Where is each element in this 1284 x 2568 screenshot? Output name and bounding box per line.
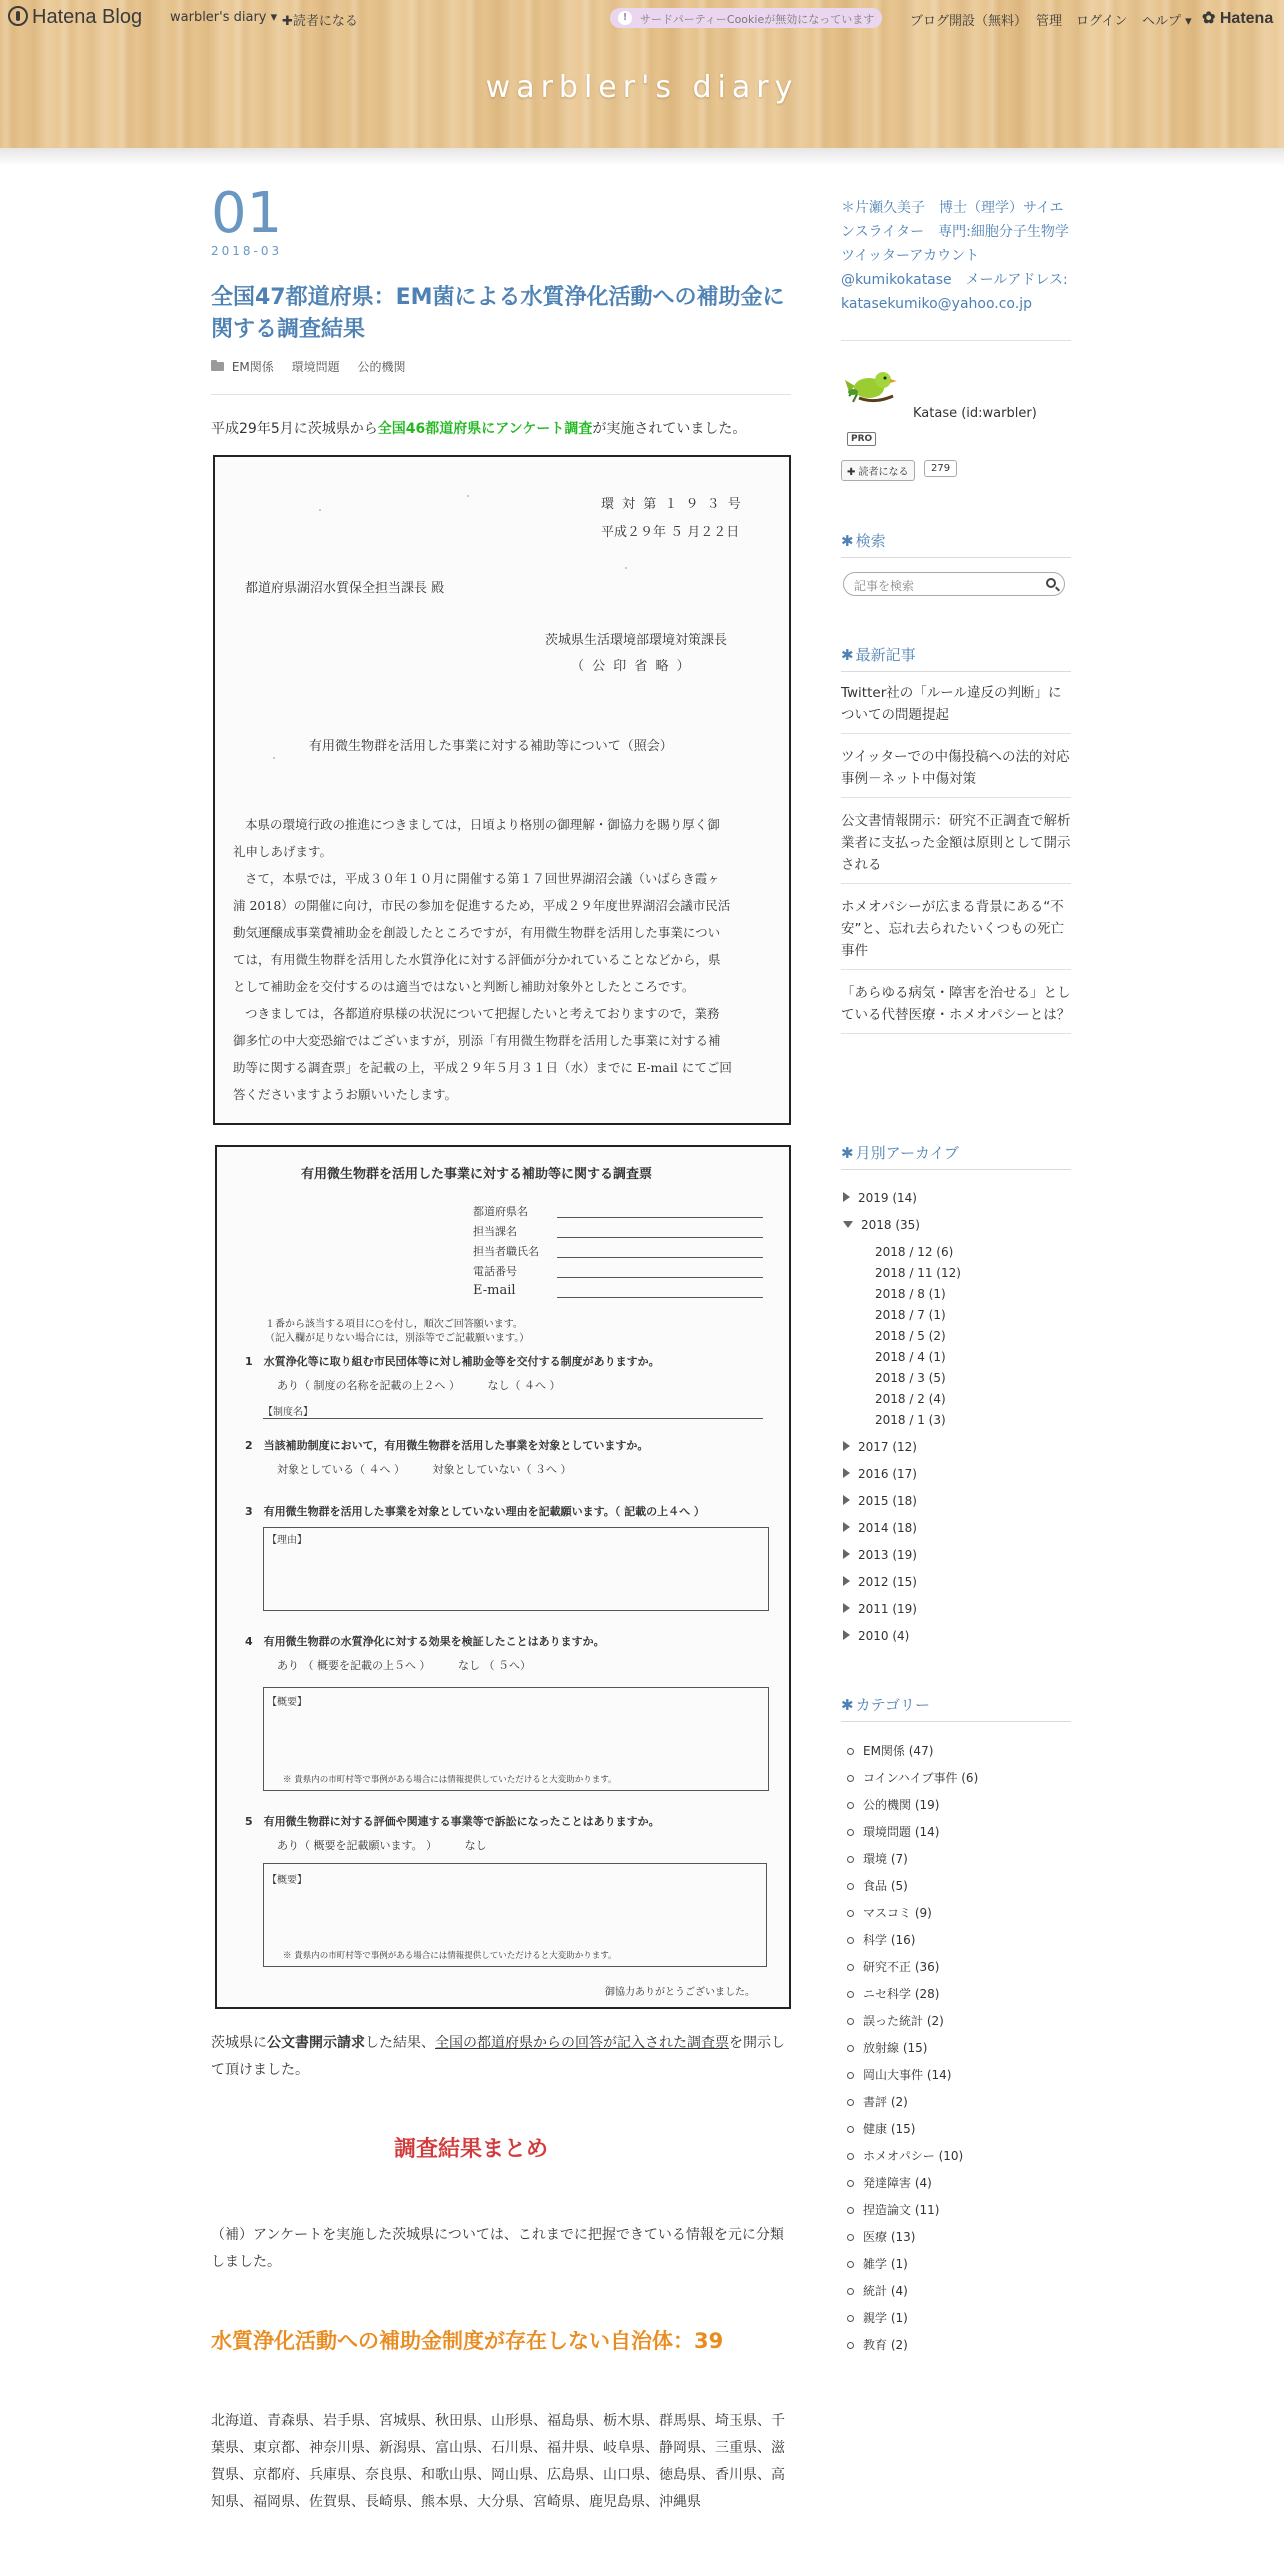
letter-seal: （ 公 印 省 略 ） bbox=[571, 659, 692, 674]
category-item[interactable]: 研究不正 (36) bbox=[841, 1956, 1071, 1983]
inquiry-letter-image[interactable] bbox=[213, 455, 791, 1125]
category-item[interactable]: コインハイブ事件 (6) bbox=[841, 1767, 1071, 1794]
category-item[interactable]: EM関係 (47) bbox=[841, 1740, 1071, 1767]
blog-menu-dropdown[interactable]: warbler's diary ▾ bbox=[170, 10, 278, 25]
archive-month[interactable]: 2018 / 5 (2) bbox=[875, 1329, 946, 1343]
summary-heading: 調査結果まとめ bbox=[393, 2137, 548, 2162]
asterisk-icon: ✱ bbox=[841, 1144, 854, 1162]
recent-entries bbox=[841, 682, 1071, 1046]
letter-body-line: 礼申しあげます。 bbox=[233, 844, 333, 859]
field-label: 担当課名 bbox=[473, 1225, 517, 1238]
questionnaire-image[interactable] bbox=[215, 1145, 791, 2009]
category-item[interactable]: 雑学 (1) bbox=[841, 2253, 1071, 2280]
question-5: 5 有用微生物群に対する評価や関連する事業等で訴訟になったことはありますか。 bbox=[245, 1815, 660, 1828]
letter-body-line: として補助金を交付するのは適当ではないと判断し補助対象外としたところです。 bbox=[233, 979, 695, 994]
login-link[interactable]: ログイン bbox=[1076, 14, 1128, 29]
archive-month[interactable]: 2018 / 12 (6) bbox=[875, 1245, 954, 1259]
disclosure-request-term: 公文書開示請求 bbox=[267, 2035, 365, 2051]
search-input[interactable] bbox=[843, 572, 1065, 596]
triangle-down-icon[interactable] bbox=[843, 1221, 853, 1228]
entry-date-day[interactable]: 01 bbox=[211, 181, 283, 246]
letter-body-line: 答くださいますようお願いいたします。 bbox=[233, 1087, 458, 1102]
archive-year[interactable]: 2018 (35) bbox=[841, 1215, 1071, 1242]
archive-year[interactable]: 2017 (12) bbox=[841, 1437, 1071, 1464]
question-5-note: ※ 貴県内の市町村等で事例がある場合には情報提供していただけると大変助かります。 bbox=[283, 1951, 617, 1961]
question-4-box-label: 【概要】 bbox=[267, 1697, 307, 1708]
archive-month[interactable]: 2018 / 8 (1) bbox=[875, 1287, 946, 1301]
info-icon: ! bbox=[618, 11, 632, 25]
folder-icon bbox=[211, 362, 224, 371]
subscribe-link[interactable]: ✚読者になる bbox=[282, 14, 358, 29]
category-item[interactable]: 環境問題 (14) bbox=[841, 1821, 1071, 1848]
recent-heading: ✱ 最新記事 bbox=[841, 644, 1071, 672]
blog-title[interactable]: warbler's diary bbox=[485, 70, 799, 105]
pro-badge: PRO bbox=[847, 432, 876, 446]
hatena-global-bar bbox=[0, 0, 1284, 36]
search-icon[interactable] bbox=[1046, 578, 1056, 588]
category-item[interactable]: 放射線 (15) bbox=[841, 2037, 1071, 2064]
entry-title[interactable]: 全国47都道府県：EM菌による水質浄化活動への補助金に関する調査結果 bbox=[211, 285, 785, 342]
category-item[interactable]: ニセ科学 (28) bbox=[841, 1983, 1071, 2010]
question-1: 1 水質浄化等に取り組む市民団体等に対し補助金等を交付する制度がありますか。 bbox=[245, 1355, 660, 1368]
triangle-right-icon[interactable] bbox=[843, 1576, 850, 1586]
question-1-options: あり（ 制度の名称を記載の上２へ ） なし（ ４へ ） bbox=[277, 1379, 561, 1392]
triangle-right-icon[interactable] bbox=[843, 1495, 850, 1505]
divider bbox=[211, 394, 791, 395]
monthly-archive bbox=[841, 1188, 1071, 1653]
archive-year[interactable]: 2013 (19) bbox=[841, 1545, 1071, 1572]
disclosure-paragraph: 茨城県に公文書開示請求した結果、全国の都道府県からの回答が記入された調査票を開示して頂けました。 bbox=[211, 2035, 785, 2078]
letter-body-line: 本県の環境行政の推進につきましては，日頃より格別の御理解・御協力を賜り厚く御 bbox=[245, 817, 720, 832]
question-5-box-label: 【概要】 bbox=[267, 1875, 307, 1886]
archive-year[interactable]: 2012 (15) bbox=[841, 1572, 1071, 1599]
questionnaire-title: 有用微生物群を活用した事業に対する補助等に関する調査票 bbox=[301, 1167, 653, 1182]
search-heading: ✱ 検索 bbox=[841, 530, 1071, 558]
blog-header bbox=[0, 0, 1284, 148]
category-item[interactable]: 書評 (2) bbox=[841, 2091, 1071, 2118]
letter-body-line: 助等に関する調査票」を記載の上，平成２９年５月３１日（水）までに E-mail にてご回 bbox=[233, 1060, 732, 1075]
question-4-note: ※ 貴県内の市町村等で事例がある場合には情報提供していただけると大変助かります。 bbox=[283, 1775, 617, 1785]
thanks-note: 御協力ありがとうございました。 bbox=[605, 1987, 755, 1998]
entry-date-year-month[interactable]: 2018-03 bbox=[211, 244, 283, 258]
archive-year[interactable]: 2011 (19) bbox=[841, 1599, 1071, 1626]
help-dropdown[interactable]: ヘルプ ▾ bbox=[1142, 14, 1192, 29]
subscriber-count[interactable]: 279 bbox=[924, 460, 957, 477]
archive-year[interactable]: 2019 (14) bbox=[841, 1188, 1071, 1215]
category-item[interactable]: 捏造論文 (11) bbox=[841, 2199, 1071, 2226]
letter-body-line: 動気運醸成事業費補助金を創設したところですが，有用微生物群を活用した事業につい bbox=[233, 925, 721, 940]
divider bbox=[841, 340, 1071, 341]
field-label: 都道府県名 bbox=[473, 1205, 528, 1218]
triangle-right-icon[interactable] bbox=[843, 1192, 850, 1202]
intro-paragraph: 平成29年5月に茨城県から全国46都道府県にアンケート調査が実施されていました。 bbox=[211, 421, 747, 437]
recent-entry-link[interactable]: ホメオパシーが広まる背景にある“不安”と、忘れ去られたいくつもの死亡事件 bbox=[841, 896, 1071, 970]
field-label: 電話番号 bbox=[473, 1265, 517, 1278]
archive-year[interactable]: 2010 (4) bbox=[841, 1626, 1071, 1653]
archive-heading: ✱ 月別アーカイブ bbox=[841, 1142, 1071, 1170]
letter-body-line: つきましては，各都道府県様の状況について把握したいと考えておりますので，業務 bbox=[245, 1006, 720, 1021]
triangle-right-icon[interactable] bbox=[843, 1522, 850, 1532]
category-heading: ✱ カテゴリー bbox=[841, 1694, 1071, 1722]
admin-link[interactable]: 管理 bbox=[1036, 14, 1063, 29]
category-list bbox=[841, 1740, 1071, 2361]
category-item[interactable]: 教育 (2) bbox=[841, 2334, 1071, 2361]
question-3-box-label: 【理由】 bbox=[267, 1535, 307, 1546]
entry-categories bbox=[211, 358, 419, 375]
question-1-box-label: 【制度名】 bbox=[263, 1407, 313, 1418]
category-item[interactable]: 健康 (15) bbox=[841, 2118, 1071, 2145]
hatena-blog-logo[interactable]: Hatena Blog bbox=[8, 6, 142, 29]
category-item[interactable]: 食品 (5) bbox=[841, 1875, 1071, 1902]
note-paragraph: （補）アンケートを実施した茨城県については、これまでに把握できている情報を元に分類しました。 bbox=[211, 2227, 784, 2270]
category-item[interactable]: 公的機関 (19) bbox=[841, 1794, 1071, 1821]
category-link[interactable]: EM関係 bbox=[231, 360, 274, 374]
search-placeholder: 記事を検索 bbox=[854, 579, 915, 593]
category-item[interactable]: 統計 (4) bbox=[841, 2280, 1071, 2307]
archive-month[interactable]: 2018 / 1 (3) bbox=[875, 1413, 946, 1427]
question-5-options: あり（ 概要を記載願います。 ） なし bbox=[277, 1839, 487, 1852]
recent-entry-link[interactable]: ツイッターでの中傷投稿への法的対応事例－ネット中傷対策 bbox=[841, 746, 1071, 798]
cookie-notice[interactable]: ! サードパーティーCookieが無効になっています bbox=[610, 8, 882, 28]
question-2: 2 当該補助制度において，有用微生物群を活用した事業を対象としていますか。 bbox=[245, 1439, 649, 1452]
recent-entry-link[interactable]: 公文書情報開示：研究不正調査で解析業者に支払った金額は原則として開示される bbox=[841, 810, 1071, 884]
hatena-logo[interactable]: ✿ Hatena bbox=[1202, 10, 1274, 27]
letter-addressee: 都道府県湖沼水質保全担当課長 殿 bbox=[245, 581, 445, 596]
triangle-right-icon[interactable] bbox=[843, 1441, 850, 1451]
instruction: １番から該当する項目に○を付し，順次ご回答願います。 bbox=[265, 1319, 523, 1330]
question-3: 3 有用微生物群を活用した事業を対象としていない理由を記載願います。（ 記載の上４へ ） bbox=[245, 1505, 705, 1518]
archive-month[interactable]: 2018 / 7 (1) bbox=[875, 1308, 946, 1322]
triangle-right-icon[interactable] bbox=[843, 1603, 850, 1613]
open-blog-link[interactable]: ブログ開設（無料） bbox=[910, 14, 1028, 29]
letter-body-line: 御多忙の中大変恐縮ではございますが，別添「有用微生物群を活用した事業に対する補 bbox=[233, 1033, 721, 1048]
survey-link[interactable]: 全国46都道府県にアンケート調査 bbox=[377, 421, 593, 437]
category-link[interactable]: 公的機関 bbox=[357, 360, 406, 374]
subscribe-button[interactable]: ✚ 読者になる bbox=[841, 460, 915, 481]
profile-name[interactable]: Katase (id:warbler) bbox=[913, 406, 1037, 421]
category-item[interactable]: ホメオパシー (10) bbox=[841, 2145, 1071, 2172]
letter-body-line: 浦 2018）の開催に向け，市民の参加を促進するため，平成２９年度世界湖沼会議市民活 bbox=[233, 898, 731, 913]
letter-sender: 茨城県生活環境部環境対策課長 bbox=[545, 633, 728, 648]
archive-month[interactable]: 2018 / 11 (12) bbox=[875, 1266, 961, 1280]
category-item[interactable]: 岡山大事件 (14) bbox=[841, 2064, 1071, 2091]
profile-avatar[interactable] bbox=[845, 362, 905, 412]
letter-subject: 有用微生物群を活用した事業に対する補助等について（照会） bbox=[309, 739, 673, 754]
category-item[interactable]: 科学 (16) bbox=[841, 1929, 1071, 1956]
profile-description: ＊片瀬久美子 博士（理学）サイエンスライター 専門:細胞分子生物学 ツイッターアカウント @kumikokatase メールアドレス: katasekumiko@yahoo.co.jp bbox=[841, 200, 1083, 312]
triangle-right-icon[interactable] bbox=[843, 1630, 850, 1640]
answer-box bbox=[263, 1527, 769, 1611]
archive-month[interactable]: 2018 / 4 (1) bbox=[875, 1350, 946, 1364]
archive-month[interactable]: 2018 / 3 (5) bbox=[875, 1371, 946, 1385]
category-item[interactable]: マスコミ (9) bbox=[841, 1902, 1071, 1929]
triangle-right-icon[interactable] bbox=[843, 1468, 850, 1478]
letter-number: 環 対 第 １ ９ ３ 号 bbox=[601, 497, 743, 512]
letter-body-line: ては，有用微生物群を活用した水質浄化に対する評価が分かれていることなどから，県 bbox=[233, 952, 721, 967]
question-4-options: あり （ 概要を記載の上５へ ） なし （ ５へ） bbox=[277, 1659, 531, 1672]
asterisk-icon: ✱ bbox=[841, 646, 854, 664]
header-shadow bbox=[0, 148, 1284, 166]
recent-entry-link[interactable]: 「あらゆる病気・障害を治せる」としている代替医療・ホメオパシーとは？ bbox=[841, 982, 1071, 1034]
archive-month[interactable]: 2018 / 2 (4) bbox=[875, 1392, 946, 1406]
field-label: E-mail bbox=[473, 1283, 516, 1298]
archive-year[interactable]: 2015 (18) bbox=[841, 1491, 1071, 1518]
instruction: （記入欄が足りない場合には，別添等でご記載願います。） bbox=[265, 1333, 530, 1344]
triangle-right-icon[interactable] bbox=[843, 1549, 850, 1559]
asterisk-icon: ✱ bbox=[841, 532, 854, 550]
letter-date: 平成２９年 ５ 月２２日 bbox=[601, 525, 740, 540]
hatena-blog-icon bbox=[8, 6, 28, 26]
no-subsidy-heading: 水質浄化活動への補助金制度が存在しない自治体：39 bbox=[211, 2329, 724, 2353]
archive-year[interactable]: 2016 (17) bbox=[841, 1464, 1071, 1491]
letter-body-line: さて，本県では，平成３０年１０月に開催する第１７回世界湖沼会議（いばらき霞ヶ bbox=[245, 871, 720, 886]
field-label: 担当者職氏名 bbox=[473, 1245, 539, 1258]
category-item[interactable]: 発達障害 (4) bbox=[841, 2172, 1071, 2199]
prefecture-list: 北海道、青森県、岩手県、宮城県、秋田県、山形県、福島県、栃木県、群馬県、埼玉県、千葉県、東京都、神奈川県、新潟県、富山県、石川県、福井県、岐阜県、静岡県、三重県、滋賀県、京都府、兵庫県、奈良県、和歌山県、岡山県、広島県、山口県、徳島県、香川県、高知県、福岡県、佐賀県、長崎県、熊本県、大分県、宮崎県、鹿児島県、沖縄県 bbox=[211, 2413, 785, 2510]
category-link[interactable]: 環境問題 bbox=[291, 360, 340, 374]
hatena-bird-icon: ✿ bbox=[1202, 10, 1216, 27]
questionnaire-responses-link[interactable]: 全国の都道府県からの回答が記入された調査票 bbox=[435, 2035, 729, 2051]
category-item[interactable]: 環境 (7) bbox=[841, 1848, 1071, 1875]
recent-entry-link[interactable]: Twitter社の「ルール違反の判断」についての問題提起 bbox=[841, 682, 1071, 734]
category-item[interactable]: 誤った統計 (2) bbox=[841, 2010, 1071, 2037]
category-item[interactable]: 医療 (13) bbox=[841, 2226, 1071, 2253]
question-2-options: 対象としている（ ４へ ） 対象としていない（ ３へ ） bbox=[277, 1463, 572, 1476]
category-item[interactable]: 親学 (1) bbox=[841, 2307, 1071, 2334]
archive-year[interactable]: 2014 (18) bbox=[841, 1518, 1071, 1545]
question-4: 4 有用微生物群の水質浄化に対する効果を検証したことはありますか。 bbox=[245, 1635, 605, 1648]
asterisk-icon: ✱ bbox=[841, 1696, 854, 1714]
